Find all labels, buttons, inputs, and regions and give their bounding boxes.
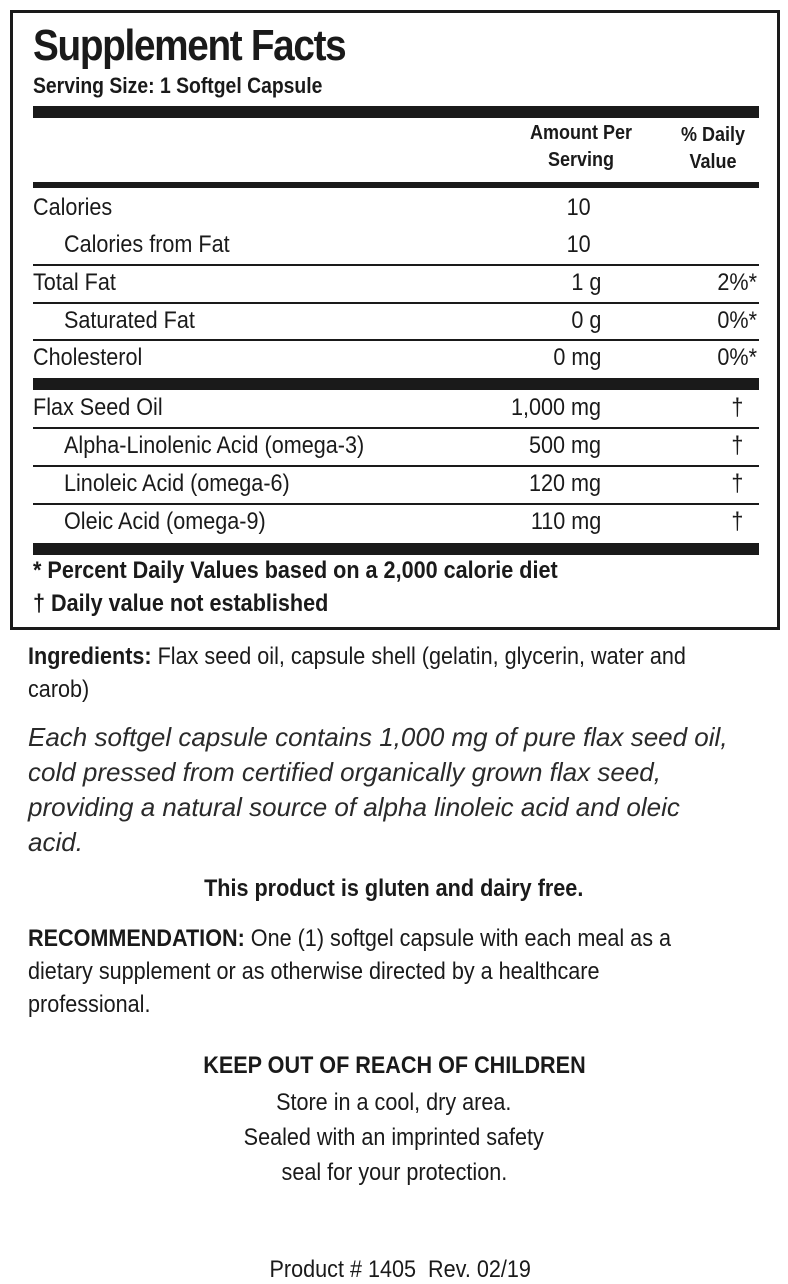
- thick-divider-top: [33, 106, 759, 118]
- column-header-daily-value: % Daily Value: [680, 124, 746, 173]
- footnote-percent-daily: * Percent Daily Values based on a 2,000 calorie diet: [33, 557, 558, 584]
- nutrient-row: Flax Seed Oil 1,000 mg †: [33, 394, 743, 421]
- recommendation-paragraph: [28, 922, 712, 1021]
- product-number: Product # 1405 Rev. 02/19: [269, 1256, 532, 1283]
- panel-title: Supplement Facts: [33, 21, 346, 70]
- ingredients-label: Ingredients:: [28, 643, 152, 670]
- nutrient-row: Total Fat 1 g 2%*: [33, 269, 757, 296]
- gluten-dairy-note: This product is gluten and dairy free.: [204, 875, 584, 902]
- storage-line: Store in a cool, dry area.: [276, 1089, 512, 1116]
- recommendation-text: One (1) softgel capsule with each meal as a dietary supplement or as otherwise directed by a healthcare professional.: [28, 925, 672, 1018]
- seal-line-2: seal for your protection.: [281, 1159, 507, 1186]
- thick-divider-bottom: [33, 543, 759, 555]
- supplement-facts-panel: [10, 10, 780, 630]
- column-header-amount: Amount Per Serving: [529, 122, 633, 171]
- product-description: Each softgel capsule contains 1,000 mg of pure flax seed oil, cold pressed from certified organically grown flax seed, providing a natural source of alpha linoleic acid and oleic acid.: [28, 722, 728, 857]
- nutrient-row: Calories from Fat 10: [64, 231, 591, 258]
- ingredients-paragraph: [28, 640, 712, 706]
- serving-size: Serving Size: 1 Softgel Capsule: [33, 73, 323, 98]
- nutrient-row: Alpha-Linolenic Acid (omega-3) 500 mg †: [64, 432, 743, 459]
- ingredients-text: Flax seed oil, capsule shell (gelatin, glycerin, water and carob): [28, 643, 686, 703]
- footnote-dagger: † Daily value not established: [33, 590, 329, 617]
- nutrient-row: Calories 10: [33, 194, 591, 221]
- header-divider: [33, 182, 759, 188]
- nutrient-row: Linoleic Acid (omega-6) 120 mg †: [64, 470, 743, 497]
- nutrient-row: Cholesterol 0 mg 0%*: [33, 344, 757, 371]
- seal-line-1: Sealed with an imprinted safety: [243, 1124, 545, 1151]
- warning-heading: KEEP OUT OF REACH OF CHILDREN: [202, 1052, 586, 1079]
- recommendation-label: RECOMMENDATION:: [28, 925, 245, 952]
- nutrient-row: Saturated Fat 0 g 0%*: [64, 307, 757, 334]
- nutrient-row: Oleic Acid (omega-9) 110 mg †: [64, 508, 743, 535]
- thick-divider-middle: [33, 378, 759, 390]
